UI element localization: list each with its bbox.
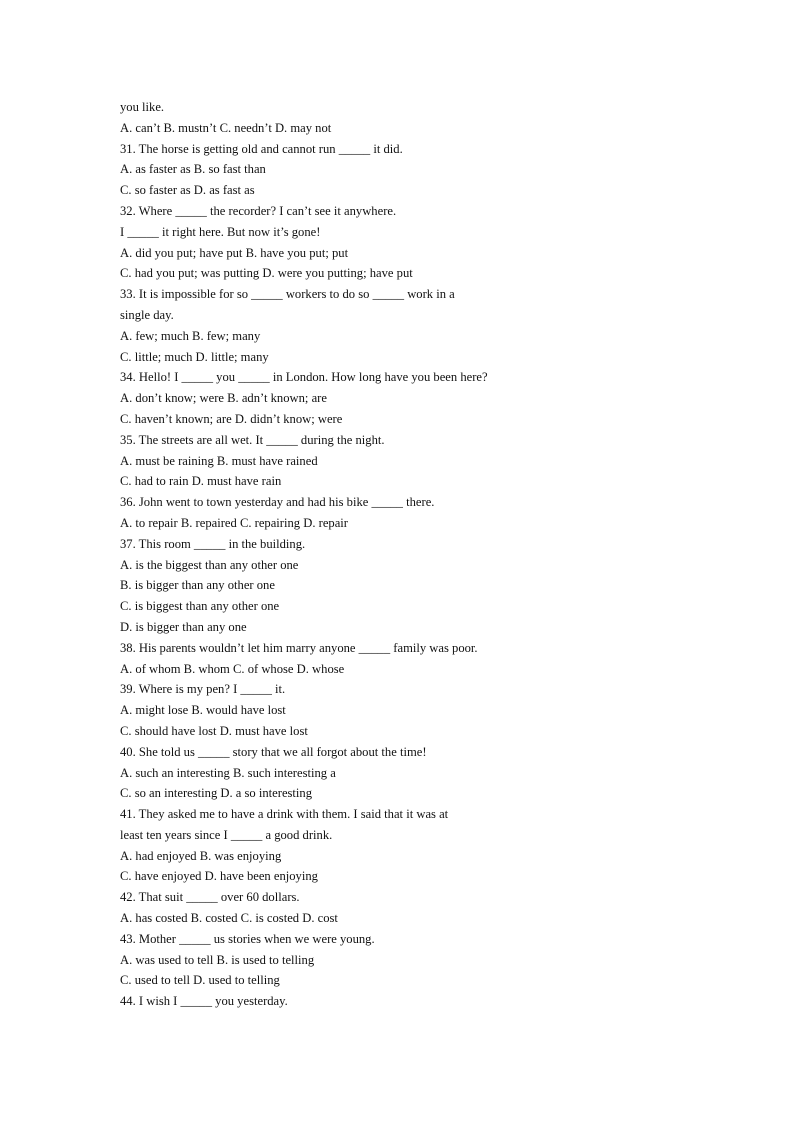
question-line: 38. His parents wouldn’t let him marry anyone _____ family was poor. (120, 640, 478, 655)
question-line: 44. I wish I _____ you yesterday. (120, 994, 288, 1009)
option-line: A. of whom B. whom C. of whose D. whose (120, 661, 345, 676)
option-line: A. few; much B. few; many (120, 328, 261, 343)
question-line: I _____ it right here. But now it’s gone! (120, 224, 321, 239)
option-line: C. is biggest than any other one (120, 599, 280, 614)
option-line: A. was used to tell B. is used to telling (120, 952, 315, 967)
question-line: 36. John went to town yesterday and had his bike _____ there. (120, 495, 435, 510)
option-line: C. had to rain D. must have rain (120, 474, 282, 489)
exercise-text (120, 97, 680, 1012)
option-line: C. have enjoyed D. have been enjoying (120, 869, 318, 884)
option-line: C. haven’t known; are D. didn’t know; were (120, 411, 343, 426)
question-line: 37. This room _____ in the building. (120, 536, 306, 551)
question-line: 34. Hello! I _____ you _____ in London. How long have you been here? (120, 370, 488, 385)
option-line: C. little; much D. little; many (120, 349, 269, 364)
option-line: C. had you put; was putting D. were you putting; have put (120, 266, 413, 281)
option-line: C. so faster as D. as fast as (120, 183, 255, 198)
question-line: 42. That suit _____ over 60 dollars. (120, 890, 300, 905)
option-line: A. had enjoyed B. was enjoying (120, 848, 282, 863)
question-line: 41. They asked me to have a drink with them. I said that it was at (120, 807, 449, 822)
question-line: 33. It is impossible for so _____ workers to do so _____ work in a (120, 287, 455, 302)
question-line: 35. The streets are all wet. It _____ during the night. (120, 432, 385, 447)
question-line: 31. The horse is getting old and cannot run _____ it did. (120, 141, 403, 156)
option-line: C. so an interesting D. a so interesting (120, 786, 313, 801)
question-line: least ten years since I _____ a good drink. (120, 827, 333, 842)
question-line: 43. Mother _____ us stories when we were young. (120, 931, 375, 946)
option-line: A. did you put; have put B. have you put; put (120, 245, 349, 260)
question-line: single day. (120, 307, 174, 322)
option-line: A. is the biggest than any other one (120, 557, 299, 572)
question-line: 40. She told us _____ story that we all forgot about the time! (120, 744, 427, 759)
option-line: A. has costed B. costed C. is costed D. cost (120, 911, 338, 926)
option-line: D. is bigger than any one (120, 619, 247, 634)
option-line: A. might lose B. would have lost (120, 703, 286, 718)
text-line: A. can’t B. mustn’t C. needn’t D. may not (120, 120, 332, 135)
text-line: you like. (120, 100, 165, 114)
option-line: C. used to tell D. used to telling (120, 973, 280, 988)
option-line: A. as faster as B. so fast than (120, 162, 266, 177)
question-line: 32. Where _____ the recorder? I can’t see it anywhere. (120, 203, 397, 218)
option-line: A. such an interesting B. such interesting a (120, 765, 336, 780)
option-line: A. don’t know; were B. adn’t known; are (120, 391, 327, 406)
option-line: A. to repair B. repaired C. repairing D. repair (120, 515, 348, 530)
option-line: C. should have lost D. must have lost (120, 723, 308, 738)
option-line: A. must be raining B. must have rained (120, 453, 318, 468)
option-line: B. is bigger than any other one (120, 578, 275, 593)
question-line: 39. Where is my pen? I _____ it. (120, 682, 286, 697)
